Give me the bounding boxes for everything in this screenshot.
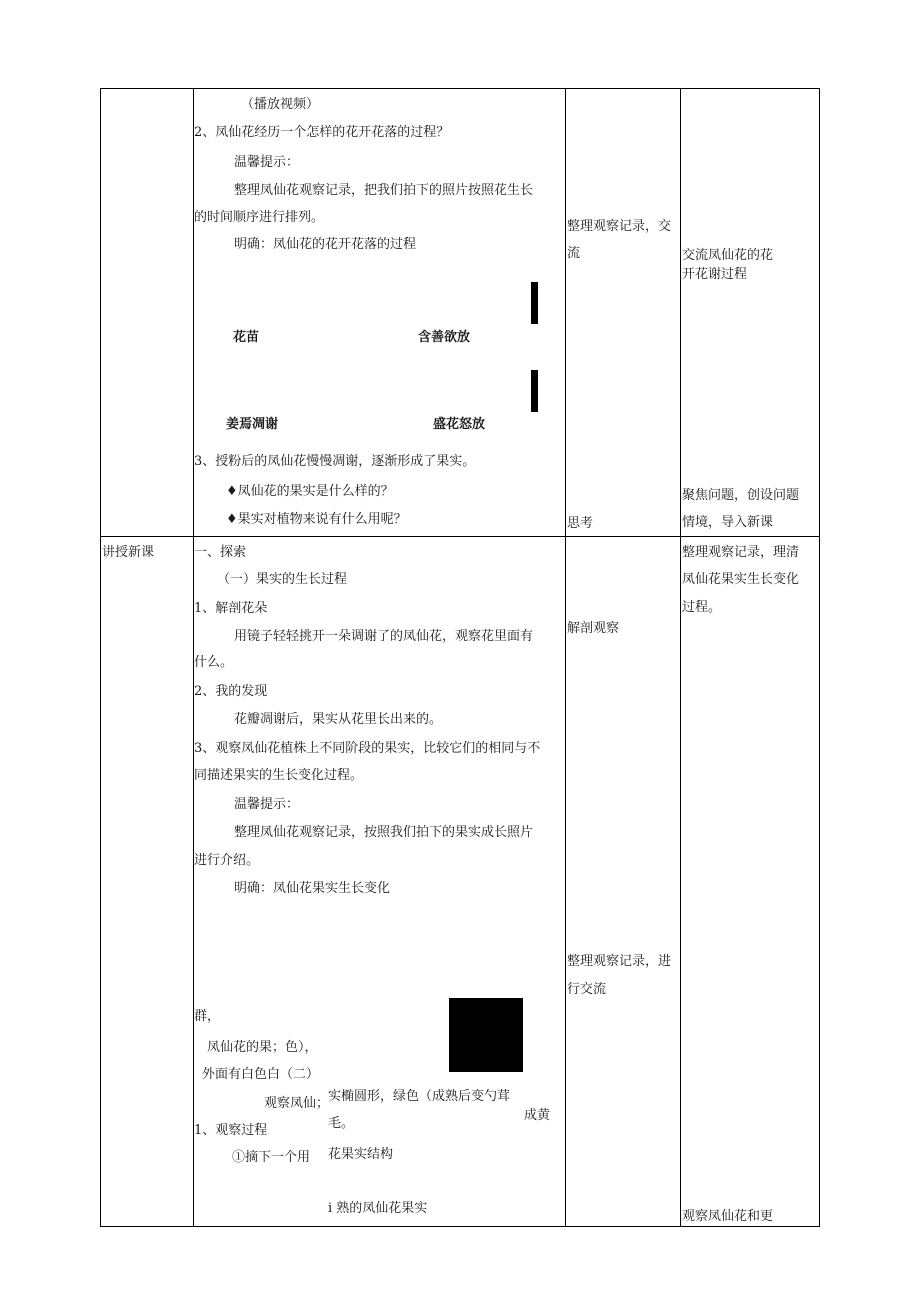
student-activity-exchange: 整理观察记录，进 [567, 954, 672, 969]
fragment-text: i 熟的凤仙花果实 [328, 1201, 428, 1216]
step-1-dissect: 1、解剖花朵 [194, 601, 268, 616]
table-top-border [100, 88, 820, 89]
fragment-text: 凤仙花的果；色）， [207, 1040, 318, 1055]
table-row-divider [100, 536, 820, 537]
design-intent-clarify-end: 过程。 [682, 600, 722, 615]
tip-text-2-line1: 整理凤仙花观察记录，按照我们拍下的果实成长照片 [234, 825, 534, 840]
heading-explore: 一、探索 [194, 545, 247, 560]
sub-question-fruit-shape: ♦凤仙花的果实是什么样的？ [226, 484, 394, 499]
table-col-divider-2 [565, 88, 566, 1227]
photo-placeholder-bar-upper [531, 282, 538, 324]
sub-question-fruit-use: ♦果实对植物来说有什么用呢？ [226, 512, 407, 527]
fragment-text: 成黄 [524, 1108, 551, 1123]
question-2: 2、凤仙花经历一个怎样的花开花落的过程？ [194, 125, 450, 140]
design-intent-clarify: 整理观察记录，理清 [682, 545, 800, 560]
stage-label-wither: 姜焉凋谢 [226, 417, 279, 432]
step-1-text-line1: 用镜子轻轻挑开一朵调谢了的凤仙花，观察花里面有 [234, 629, 534, 644]
design-intent-exchange: 交流凤仙花的花 [682, 248, 774, 263]
student-activity-think: 思考 [567, 516, 594, 531]
step-2-discovery: 2、我的发现 [194, 684, 268, 699]
clarify-fruit-growth: 明确：凤仙花果实生长变化 [234, 881, 391, 896]
design-intent-exchange-cont: 开花谢过程 [682, 267, 748, 282]
student-activity-dissect: 解剖观察 [567, 621, 620, 636]
stage-label-bud: 花苗 [233, 330, 260, 345]
step-observe-process: 1、观察过程 [194, 1123, 268, 1138]
step-2-text: 花瓣凋谢后，果实从花里长出来的。 [234, 712, 443, 727]
fragment-text: 毛。 [328, 1116, 355, 1131]
student-activity-organize-cont: 流 [567, 246, 581, 261]
fragment-text: 外面有白色白（二） [202, 1067, 320, 1082]
student-activity-exchange-cont: 行交流 [567, 982, 607, 997]
student-activity-organize: 整理观察记录，交 [567, 219, 672, 234]
question-3: 3、授粉后的凤仙花慢慢凋谢，逐渐形成了果实。 [194, 454, 476, 469]
step-3-observe-line2: 同描述果实的生长变化过程。 [194, 768, 364, 783]
stage-label-opening: 含善欲放 [418, 330, 471, 345]
fragment-text: 群， [194, 1009, 221, 1024]
step-1-text-line2: 什么。 [194, 655, 234, 670]
fragment-text: 花果实结构 [328, 1147, 394, 1162]
step-3-observe-line1: 3、观察凤仙花植株上不同阶段的果实，比较它们的相同与不 [194, 741, 541, 756]
tip-heading-2: 温馨提示： [234, 797, 300, 812]
fruit-photo-placeholder [449, 998, 523, 1072]
table-left-border [100, 88, 101, 1227]
video-note: （播放视频） [241, 97, 320, 112]
tip-text-2-line2: 进行介绍。 [194, 853, 260, 868]
clarify-flower-process: 明确：凤仙花的花开花落的过程 [234, 237, 417, 252]
fragment-text: 实椭圆形，绿色（成熟后变勺茸 [328, 1089, 511, 1104]
tip-text-line2: 的时间顺序进行排列。 [194, 210, 325, 225]
design-intent-observe: 观察凤仙花和更 [682, 1209, 774, 1224]
design-intent-focus: 聚焦问题，创设问题 [682, 488, 800, 503]
heading-fruit-growth: （一）果实的生长过程 [217, 572, 348, 587]
table-col-divider-3 [680, 88, 681, 1227]
tip-heading: 温馨提示： [234, 155, 300, 170]
table-bottom-border [100, 1226, 820, 1227]
design-intent-focus-cont: 情境，导入新课 [682, 515, 774, 530]
tip-text-line1: 整理凤仙花观察记录，把我们拍下的照片按照花生长 [234, 183, 534, 198]
photo-placeholder-bar-lower [531, 370, 538, 412]
stage-label-bloom: 盛花怒放 [433, 417, 486, 432]
section-label-new-lesson: 讲授新课 [102, 545, 155, 560]
fragment-text: ①摘下一个用 [232, 1150, 311, 1165]
table-right-border [819, 88, 820, 1227]
fragment-text: 观察凤仙； [264, 1096, 330, 1111]
design-intent-clarify-cont: 凤仙花果实生长变化 [682, 572, 800, 587]
